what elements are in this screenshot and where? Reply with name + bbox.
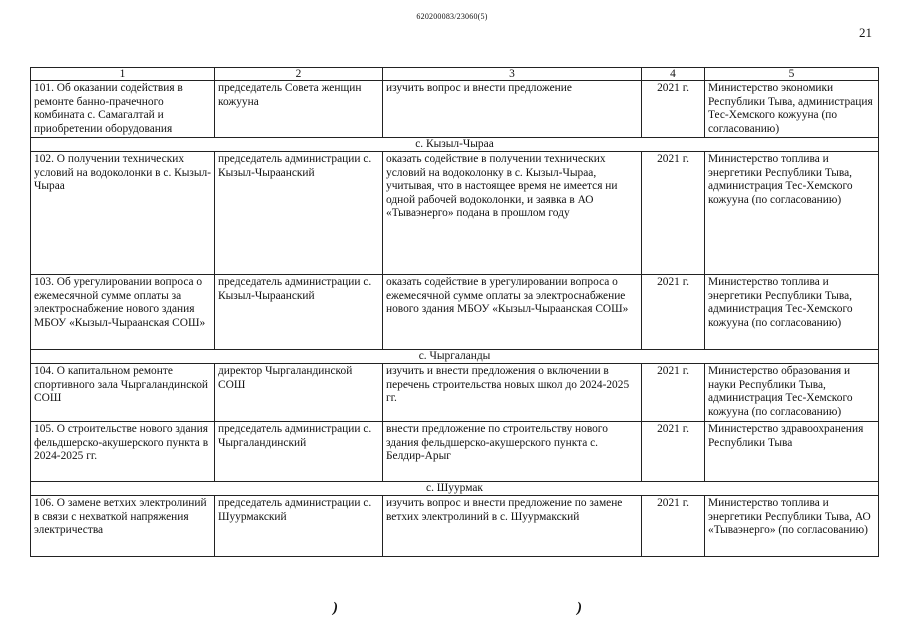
item-deadline: 2021 г. bbox=[642, 81, 705, 138]
location-row bbox=[31, 482, 879, 496]
item-responsible: председатель администрации с. Кызыл-Чыраанский bbox=[215, 275, 383, 350]
column-number-2: 2 bbox=[215, 68, 383, 81]
item-subject: 102. О получении технических условий на водоколонки в с. Кызыл-Чыраа bbox=[31, 152, 215, 275]
item-responsible: председатель администрации с. Кызыл-Чыраанский bbox=[215, 152, 383, 275]
location-row bbox=[31, 138, 879, 152]
item-executor: Министерство топлива и энергетики Республики Тыва, администрация Тес-Хемского кожууна (по согласованию) bbox=[705, 275, 879, 350]
column-number-1: 1 bbox=[31, 68, 215, 81]
item-executor: Министерство здравоохранения Республики Тыва bbox=[705, 422, 879, 482]
column-number-4: 4 bbox=[642, 68, 705, 81]
page-number: 21 bbox=[859, 25, 872, 40]
item-subject: 106. О замене ветхих электролиний в связи с нехваткой напряжения электричества bbox=[31, 496, 215, 557]
item-action: оказать содействие в получении технических условий на водоколонку в с. Кызыл-Чыраа, учитывая, что в настоящее время не имеется ни одной рабочей водоколонки, и заявка в АО «Тываэнерго» подана в прошлом году bbox=[383, 152, 642, 275]
item-executor: Министерство образования и науки Республики Тыва, администрация Тес-Хемского кожууна (по согласованию) bbox=[705, 364, 879, 422]
location-title: с. Шуурмак bbox=[31, 482, 879, 496]
table-row bbox=[31, 496, 879, 557]
column-number-5: 5 bbox=[705, 68, 879, 81]
item-action: изучить вопрос и внести предложение по замене ветхих электролиний в с. Шуурмакский bbox=[383, 496, 642, 557]
document-id: 620200083/23060(5) bbox=[416, 12, 488, 21]
footer-mark: ) bbox=[577, 600, 582, 616]
item-subject: 101. Об оказании содействия в ремонте банно-прачечного комбината с. Самагалтай и приобретении оборудования bbox=[31, 81, 215, 138]
item-deadline: 2021 г. bbox=[642, 364, 705, 422]
item-executor: Министерство экономики Республики Тыва, администрация Тес-Хемского кожууна (по согласованию) bbox=[705, 81, 879, 138]
location-title: с. Кызыл-Чыраа bbox=[31, 138, 879, 152]
table-row bbox=[31, 422, 879, 482]
item-subject: 104. О капитальном ремонте спортивного зала Чыргаландинской СОШ bbox=[31, 364, 215, 422]
item-executor: Министерство топлива и энергетики Республики Тыва, АО «Тываэнерго» (по согласованию) bbox=[705, 496, 879, 557]
item-deadline: 2021 г. bbox=[642, 275, 705, 350]
location-title: с. Чыргаланды bbox=[31, 350, 879, 364]
table-row bbox=[31, 81, 879, 138]
item-deadline: 2021 г. bbox=[642, 152, 705, 275]
table-header-row bbox=[31, 68, 879, 81]
item-subject: 103. Об урегулировании вопроса о ежемесячной сумме оплаты за электроснабжение нового здания МБОУ «Кызыл-Чыраанская СОШ» bbox=[31, 275, 215, 350]
item-action: оказать содействие в урегулировании вопроса о ежемесячной сумме оплаты за электроснабжение нового здания МБОУ «Кызыл-Чыраанская СОШ» bbox=[383, 275, 642, 350]
column-number-3: 3 bbox=[383, 68, 642, 81]
item-responsible: председатель администрации с. Чыргаландинский bbox=[215, 422, 383, 482]
item-responsible: председатель Совета женщин кожууна bbox=[215, 81, 383, 138]
measures-table bbox=[30, 67, 879, 557]
item-subject: 105. О строительстве нового здания фельдшерско-акушерского пункта в 2024-2025 гг. bbox=[31, 422, 215, 482]
table-row bbox=[31, 275, 879, 350]
item-responsible: председатель администрации с. Шуурмакский bbox=[215, 496, 383, 557]
item-deadline: 2021 г. bbox=[642, 496, 705, 557]
item-deadline: 2021 г. bbox=[642, 422, 705, 482]
footer-mark: ) bbox=[333, 600, 338, 616]
item-action: изучить и внести предложения о включении в перечень строительства новых школ до 2024-2025 гг. bbox=[383, 364, 642, 422]
item-action: внести предложение по строительству нового здания фельдшерско-акушерского пункта с. Белдир-Арыг bbox=[383, 422, 642, 482]
location-row bbox=[31, 350, 879, 364]
table-row bbox=[31, 152, 879, 275]
item-executor: Министерство топлива и энергетики Республики Тыва, администрация Тес-Хемского кожууна (по согласованию) bbox=[705, 152, 879, 275]
item-action: изучить вопрос и внести предложение bbox=[383, 81, 642, 138]
table-row bbox=[31, 364, 879, 422]
item-responsible: директор Чыргаландинской СОШ bbox=[215, 364, 383, 422]
